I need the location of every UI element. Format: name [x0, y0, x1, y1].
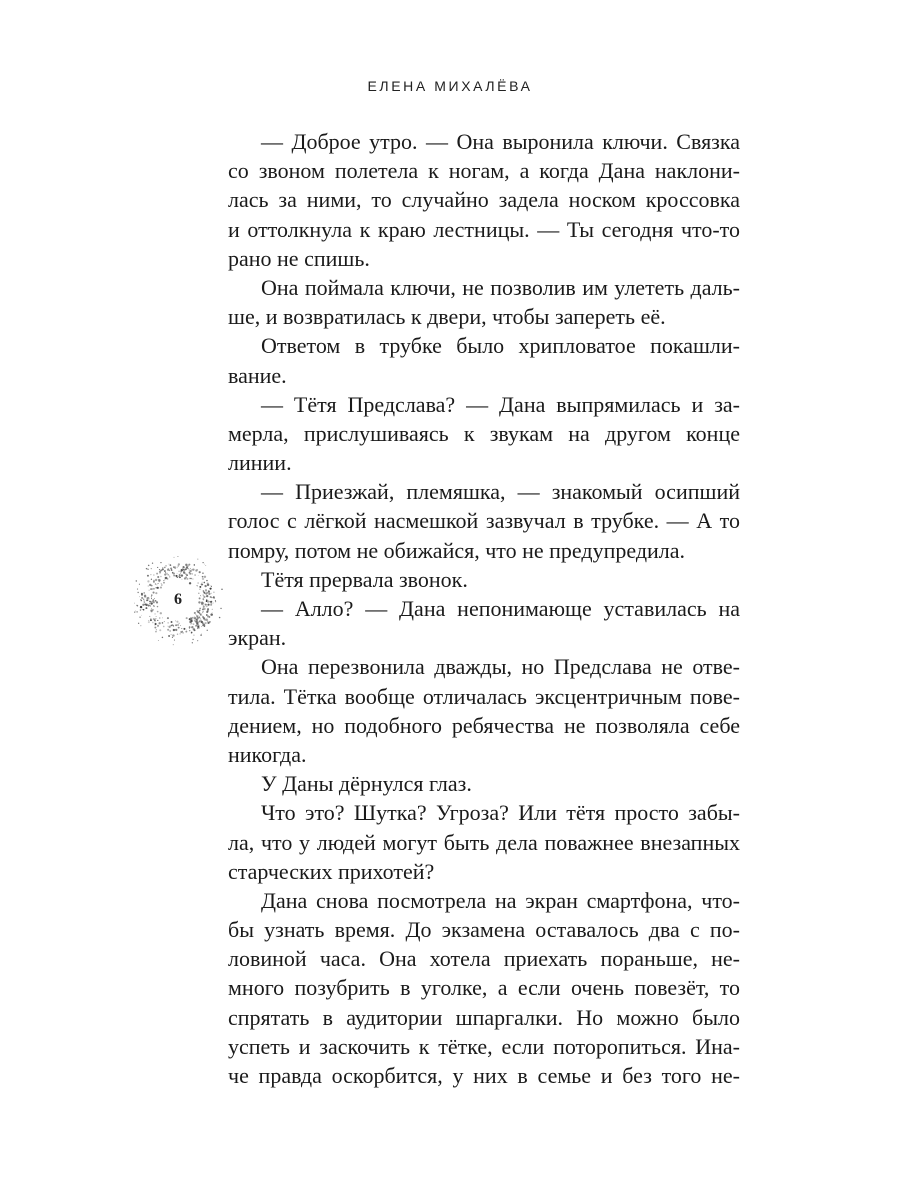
text-line: Она перезвонила дважды, но Предслава не отве- — [261, 654, 740, 680]
text-line: экран. — [228, 625, 287, 651]
text-line: много позубрить в уголке, а если очень повезёт, то — [228, 975, 740, 1001]
text-line: ловиной часа. Она хотела приехать пораньше, не- — [228, 946, 740, 972]
text-line: рано не спишь. — [228, 245, 370, 271]
text-line: — Приезжай, племяшка, — знакомый осипший — [261, 479, 740, 505]
text-line: У Даны дёрнулся глаз. — [261, 771, 472, 797]
text-line: дением, но подобного ребячества не позволяла себе — [228, 712, 740, 738]
body-text — [228, 127, 740, 1090]
text-line: со звоном полетела к ногам, а когда Дана наклони- — [228, 158, 740, 184]
text-line: Тётя прервала звонок. — [261, 566, 468, 592]
wreath-speck — [173, 644, 174, 645]
text-line: Она поймала ключи, не позволив им улететь даль- — [261, 274, 740, 300]
text-line: — Алло? — Дана непонимающе уставилась на — [261, 596, 740, 621]
text-line: ше, и возвратилась к двери, чтобы запереть её. — [228, 304, 666, 330]
running-head-author: ЕЛЕНА МИХАЛЁВА — [367, 78, 533, 94]
text-line: голос с лёгкой насмешкой зазвучал в трубке. — А то — [228, 508, 740, 534]
text-line: че правда оскорбится, у них в семье и без того не- — [228, 1063, 740, 1088]
text-line: вание. — [228, 362, 287, 388]
text-line: — Доброе утро. — Она выронила ключи. Связка — [261, 129, 740, 154]
text-line: помру, потом не обижайся, что не предупредила. — [228, 537, 686, 563]
text-line: мерла, прислушиваясь к звукам на другом конце — [228, 420, 740, 446]
text-line: Что это? Шутка? Угроза? Или тётя просто забы- — [261, 800, 740, 826]
text-line: и оттолкнула к краю лестницы. — Ты сегодня что-то — [228, 216, 740, 242]
text-line: успеть и заскочить к тётке, если поторопиться. Ина- — [228, 1033, 740, 1059]
text-line: Дана снова посмотрела на экран смартфона, что- — [261, 887, 740, 913]
text-line: линии. — [228, 450, 292, 476]
text-line: никогда. — [228, 741, 307, 767]
text-line: ла, что у людей могут быть дела поважнее внезапных — [228, 829, 740, 855]
page-number-ornament — [134, 556, 226, 648]
text-line: спрятать в аудитории шпаргалки. Но можно было — [228, 1004, 740, 1030]
text-line: бы узнать время. До экзамена оставалось два с по- — [228, 917, 740, 943]
text-line: старческих прихотей? — [228, 858, 435, 884]
text-line: лась за ними, то случайно задела носком кроссовка — [228, 187, 740, 213]
text-line: — Тётя Предслава? — Дана выпрямилась и за- — [261, 391, 740, 417]
text-line: Ответом в трубке было хрипловатое покашли- — [261, 333, 740, 359]
text-line: тила. Тётка вообще отличалась эксцентричным пове- — [228, 683, 740, 709]
page-number: 6 — [174, 591, 182, 608]
